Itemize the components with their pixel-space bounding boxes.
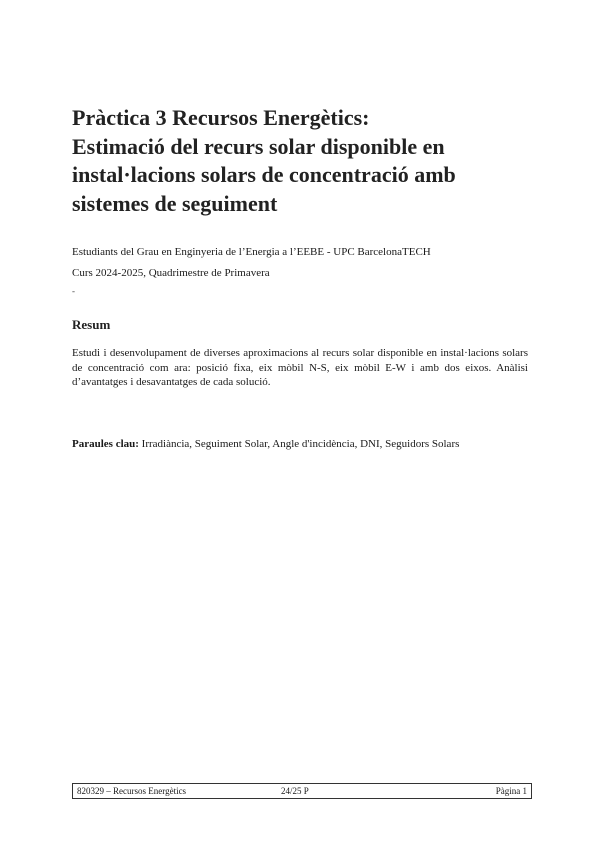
authors-line: Estudiants del Grau en Enginyeria de l’Energia a l’EEBE - UPC BarcelonaTECH	[72, 246, 431, 258]
abstract-heading: Resum	[72, 317, 111, 332]
page-footer	[72, 783, 532, 799]
title-line: instal·lacions solars de concentració amb	[72, 162, 456, 187]
footer-course-code: 820329 – Recursos Energètics	[77, 786, 187, 796]
keywords-text: Irradiància, Seguiment Solar, Angle d'incidència, DNI, Seguidors Solars	[138, 438, 460, 450]
title-line: sistemes de seguiment	[72, 190, 278, 216]
course-line: Curs 2024-2025, Quadrimestre de Primavera	[72, 267, 270, 279]
document-title	[72, 104, 542, 218]
keywords-label: Paraules clau:	[72, 438, 139, 450]
separator-mark: -	[72, 286, 75, 296]
footer-term: 24/25 P	[281, 786, 309, 796]
keywords-line	[72, 437, 459, 451]
abstract-text: Estudi i desenvolupament de diverses aproximacions al recurs solar disponible en instal·lacions solars de concentració com ara: posició fixa, eix mòbil N-S, eix mòbil E-W i amb dos eixos. Anàlisi d’avantatges i desavantatges de cada solució.	[72, 347, 528, 389]
title-line: Estimació del recurs solar disponible en	[72, 133, 445, 159]
footer-page-number: Pàgina 1	[495, 786, 527, 796]
author-block	[72, 242, 431, 298]
title-line: Pràctica 3 Recursos Energètics:	[72, 105, 370, 130]
